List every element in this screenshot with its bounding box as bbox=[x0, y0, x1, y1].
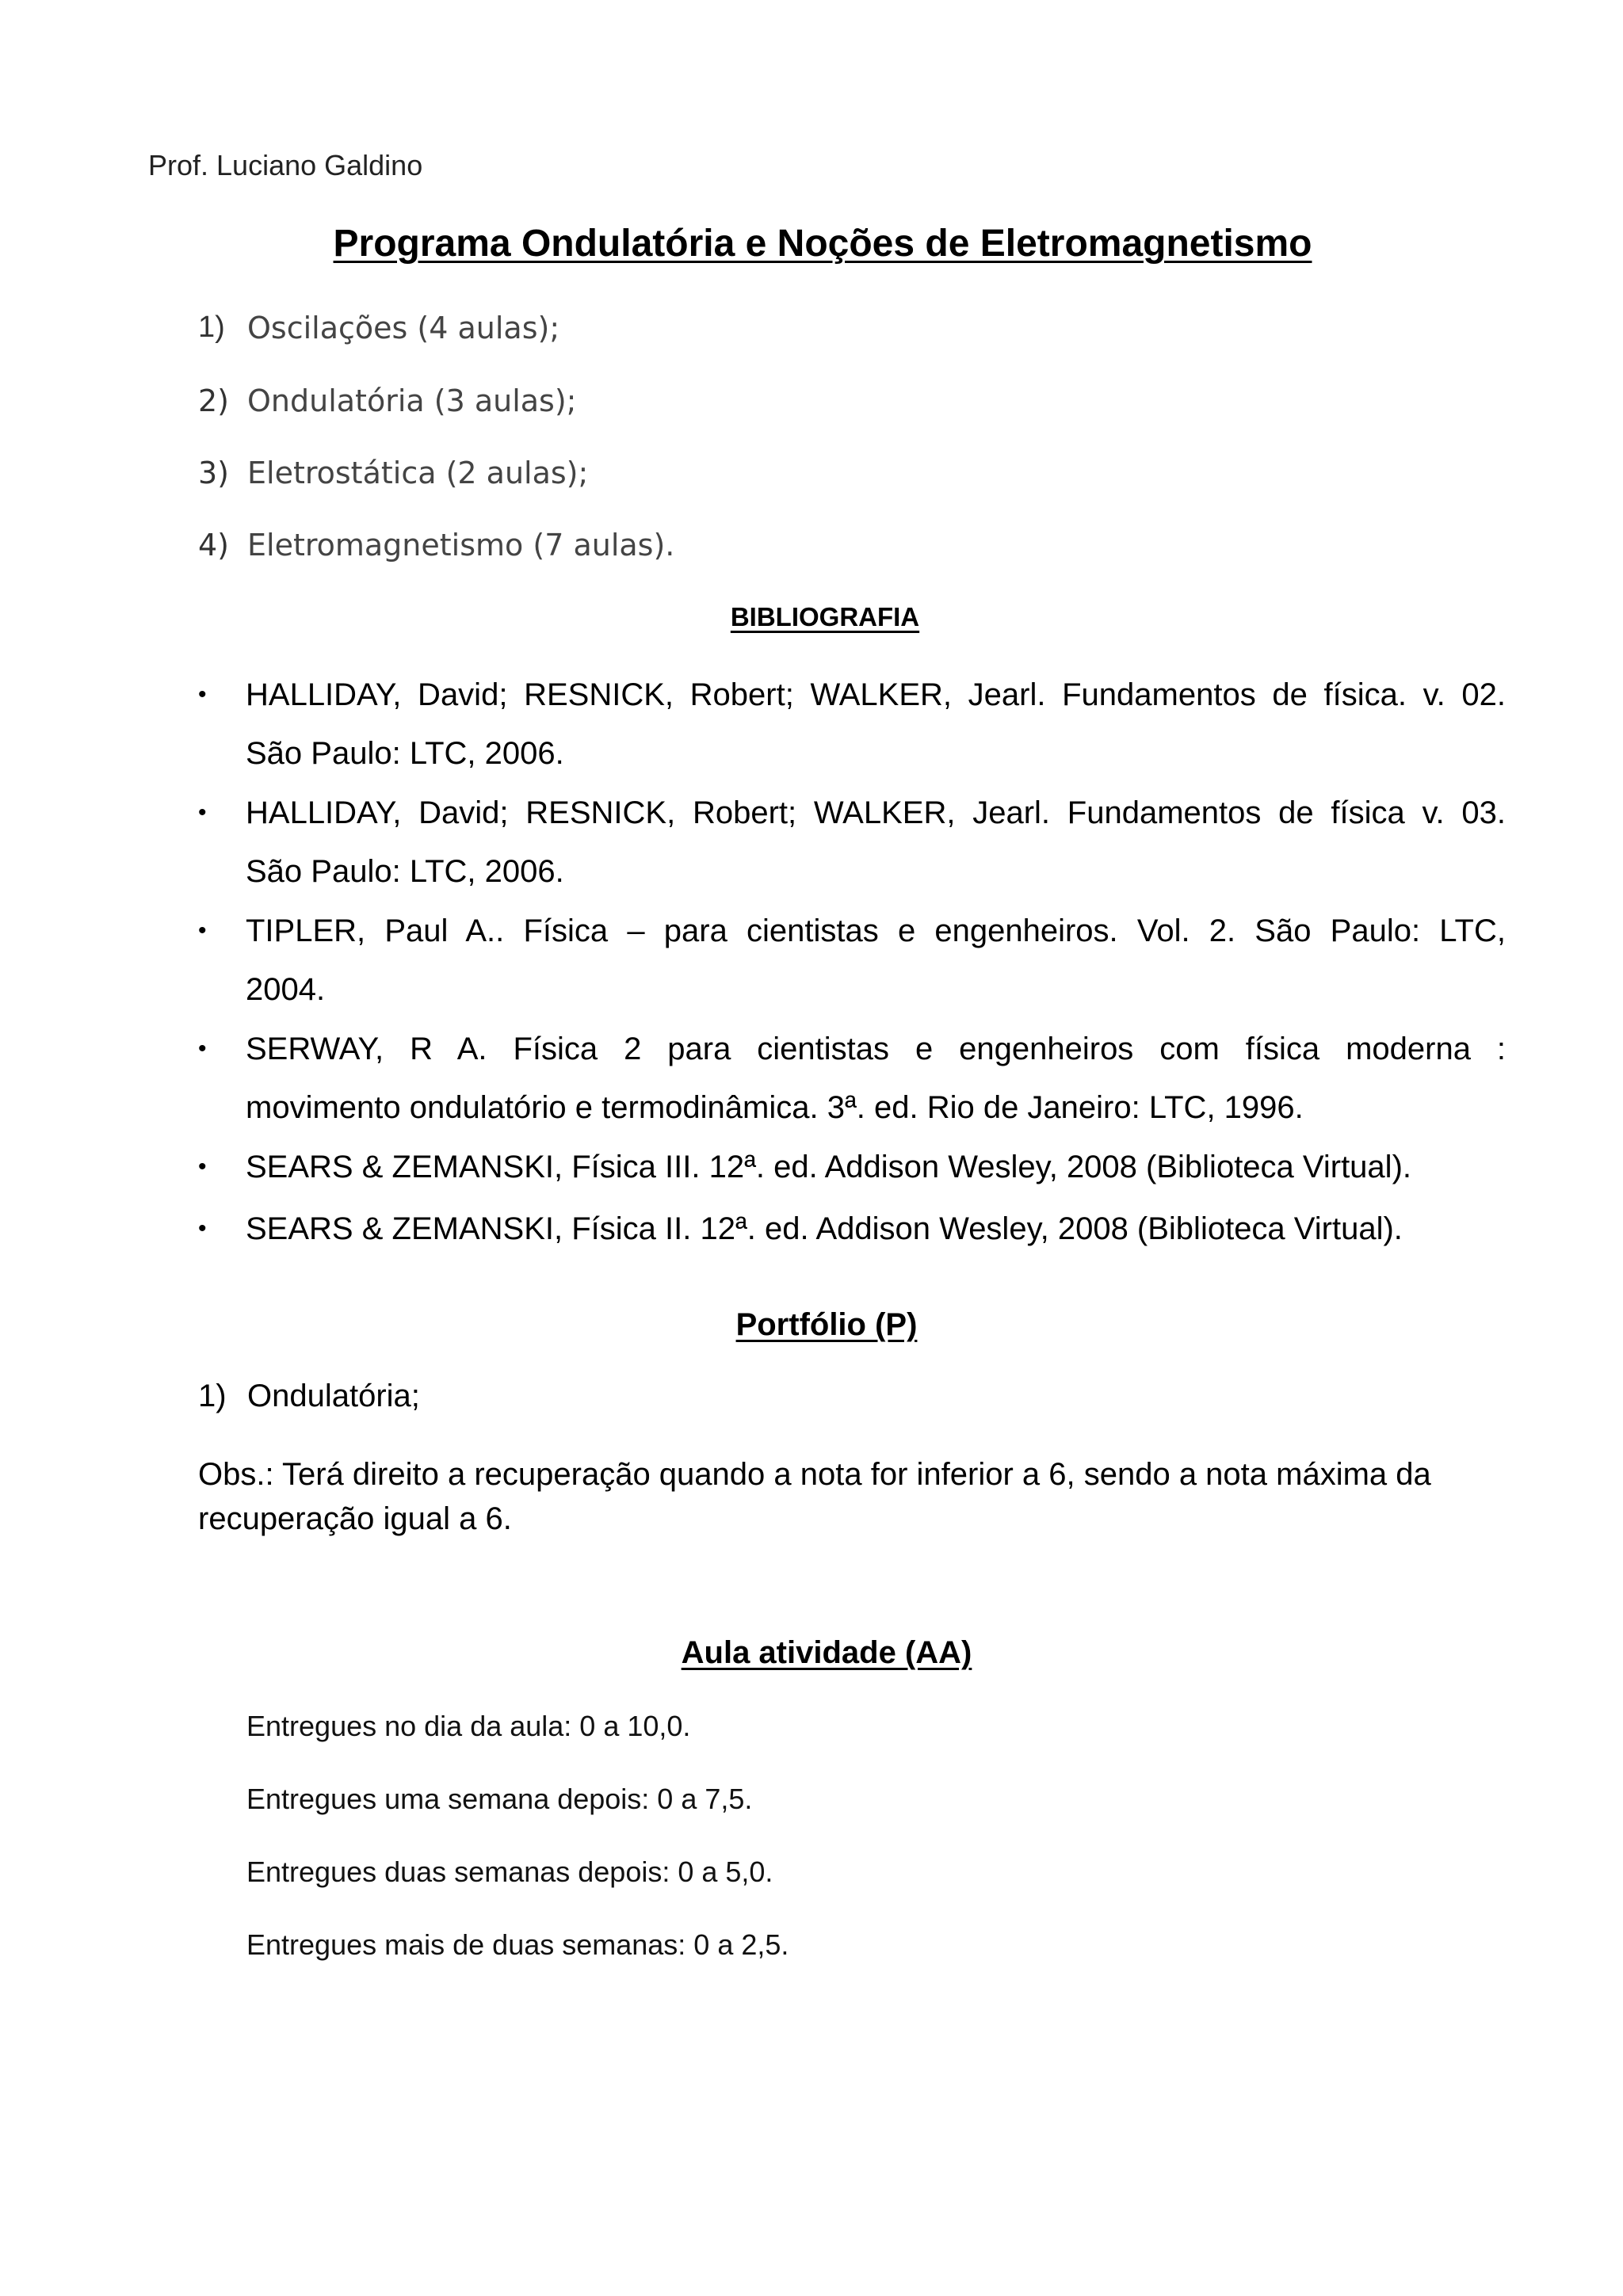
document-title: Programa Ondulatória e Noções de Eletromagnetismo bbox=[333, 223, 1312, 265]
entry-line: HALLIDAY, David; RESNICK, Robert; WALKER, Jearl. Fundamentos de física v. 03. bbox=[246, 795, 1506, 830]
topic-item bbox=[198, 311, 559, 345]
topic-text: Oscilações (4 aulas); bbox=[247, 311, 560, 345]
bullet-icon: • bbox=[198, 1154, 207, 1180]
topic-item bbox=[198, 456, 588, 490]
entry-line: movimento ondulatório e termodinâmica. 3ª. ed. Rio de Janeiro: LTC, 1996. bbox=[246, 1090, 1304, 1125]
portfolio-item-number: 1) bbox=[198, 1379, 227, 1413]
topic-number: 1) bbox=[198, 311, 225, 344]
entry-line: 2004. bbox=[246, 972, 326, 1007]
aa-item: Entregues duas semanas depois: 0 a 5,0. bbox=[246, 1855, 773, 1888]
bullet-icon: • bbox=[198, 917, 207, 944]
bullet-icon: • bbox=[198, 1035, 207, 1062]
topic-item bbox=[198, 383, 576, 418]
aula-atividade-heading: Aula atividade (AA) bbox=[681, 1635, 972, 1670]
bibliography-heading: BIBLIOGRAFIA bbox=[730, 602, 920, 631]
author-name: Prof. Luciano Galdino bbox=[148, 149, 423, 181]
topic-text: Eletromagnetismo (7 aulas). bbox=[247, 528, 675, 563]
entry-line: São Paulo: LTC, 2006. bbox=[246, 736, 564, 771]
aa-item: Entregues mais de duas semanas: 0 a 2,5. bbox=[246, 1928, 789, 1961]
portfolio-item-text: Ondulatória; bbox=[247, 1379, 420, 1413]
topic-item bbox=[198, 528, 674, 563]
entry-line: TIPLER, Paul A.. Física – para cientistas e engenheiros. Vol. 2. São Paulo: LTC, bbox=[246, 913, 1506, 948]
topic-number: 2) bbox=[198, 383, 230, 418]
topic-text: Ondulatória (3 aulas); bbox=[247, 383, 577, 418]
topic-number: 4) bbox=[198, 528, 230, 563]
bullet-icon: • bbox=[198, 681, 207, 707]
portfolio-observation: Obs.: Terá direito a recuperação quando a nota for inferior a 6, sendo a nota máxima da recuperação igual a 6. bbox=[198, 1457, 1431, 1536]
portfolio-heading: Portfólio (P) bbox=[735, 1307, 918, 1342]
portfolio-item bbox=[198, 1379, 420, 1414]
bullet-icon: • bbox=[198, 799, 207, 826]
entry-line: São Paulo: LTC, 2006. bbox=[246, 854, 564, 889]
aa-item: Entregues no dia da aula: 0 a 10,0. bbox=[246, 1710, 691, 1742]
entry-line: SEARS & ZEMANSKI, Física III. 12ª. ed. Addison Wesley, 2008 (Biblioteca Virtual). bbox=[246, 1150, 1411, 1184]
topic-number: 3) bbox=[198, 456, 230, 490]
entry-line: SEARS & ZEMANSKI, Física II. 12ª. ed. Addison Wesley, 2008 (Biblioteca Virtual). bbox=[246, 1211, 1403, 1246]
entry-line: SERWAY, R A. Física 2 para cientistas e engenheiros com física moderna : bbox=[246, 1032, 1506, 1066]
topic-text: Eletrostática (2 aulas); bbox=[247, 456, 589, 490]
entry-line: HALLIDAY, David; RESNICK, Robert; WALKER, Jearl. Fundamentos de física. v. 02. bbox=[246, 677, 1506, 712]
aa-item: Entregues uma semana depois: 0 a 7,5. bbox=[246, 1783, 753, 1815]
bullet-icon: • bbox=[198, 1215, 207, 1241]
